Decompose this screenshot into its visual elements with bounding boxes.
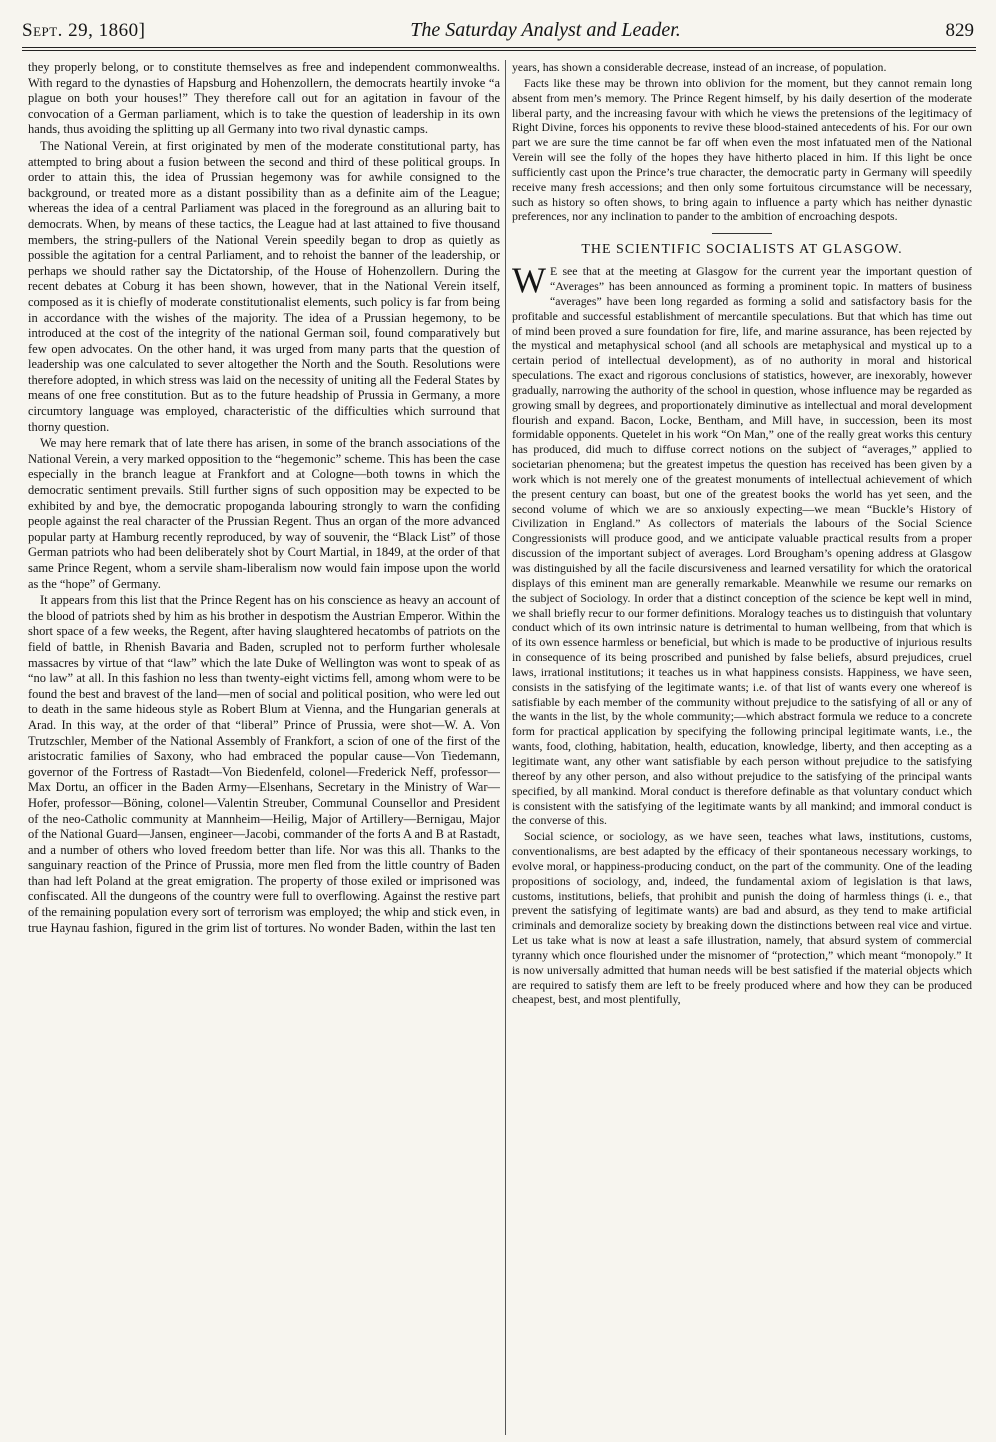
page-header: [22, 12, 974, 42]
header-rule-bottom: [22, 50, 976, 51]
header-title: The Saturday Analyst and Leader.: [410, 19, 681, 41]
column-divider: [505, 60, 506, 1435]
header-date: Sept. 29, 1860]: [22, 20, 146, 41]
header-page-number: 829: [945, 20, 974, 41]
article-paragraph: It appears from this list that the Prince Regent has on his conscience as heavy an account of the blood of patriots shed by him as his brother in despotism the Austrian Emperor. Within the short space of a few weeks, the Regent, after having slaughtered hecatombs of patriots on the field of battle, in Rhenish Bavaria and Baden, scrupled not to perform further wholesale massacres by virtue of that “law” which the late Duke of Wellington was wont to speak of as “no law” at all. In this fashion no less than twenty-eight victims fell, among whom were to be found the best and bravest of the land—men of social and political position, who were led out to death in the same hideous style as Robert Blum at Vienna, and the Hungarian generals at Arad. In this way, at the order of that “liberal” Prince of Prussia, were shot—W. A. Von Trutzschler, Member of the National Assembly of Frankfort, a scion of one of the first of the aristocratic families of Saxony, who had embraced the popular cause—Von Tiedemann, governor of the Fortress of Rastadt—Von Biedenfeld, colonel—Frederick Neff, professor—Max Dortu, an officer in the Baden Army—Elsenhans, Secretary in the Ministry of War—Hofer, professor—Böning, colonel—Valentin Streuber, Communal Counsellor and President of the neo-Catholic community at Mannheim—Heilig, Major of Artillery—Bernigau, Major of the National Guard—Jansen, engineer—Jacobi, commander of the forts A and B at Rastadt, and a number of others who loved freedom better than life. Nor was this all. Thanks to the sanguinary reaction of the Prince of Prussia, more men fled from the little country of Baden than had left Poland at the great emigration. The property of those exiled or imprisoned was confiscated. All the dungeons of the country were full to overflowing. Against the restive part of the remaining population every sort of terrorism was employed; the whip and stick even, in true Haynau fashion, figured in the grim list of tortures. No wonder Baden, within the last ten: [28, 593, 500, 935]
section-title: THE SCIENTIFIC SOCIALISTS AT GLASGOW.: [581, 242, 903, 258]
section-divider: [712, 233, 772, 234]
article-paragraph: years, has shown a considerable decrease, instead of an increase, of population.: [512, 60, 887, 74]
header-rule-top: [22, 47, 976, 48]
drop-cap: W: [512, 260, 546, 301]
section-first-paragraph-text: E see that at the meeting at Glasgow for the current year the important question of “Averages” has been announced as forming a prominent topic. In matters of business “averages” have been long regarded as forming a solid and satisfactory basis for the profitable and successful establishment of mercantile speculations. But that which has time out of mind been proved a sure foundation for fire, life, and marine assurance, has been rejected by the mystical and metaphysical school (and all schools are metaphysical and mystical up to a certain period of intellectual development), as of no authority in moral and historical speculations. The exact and rigorous conclusions of statistics, however, are inexorably, however gradually, narrowing the authority of the school in question, whose influence may be regarded as growing small by degrees, and proportionately diminutive as intellectual and moral development flourish and expand. Bacon, Locke, Bentham, and Mill have, in succession, been its most formidable opponents. Quetelet in his work “On Man,” one of the really great works this century has produced, did much to diffuse correct notions on the subject of “averages,” applied to societarian phenomena; but the greatest impetus the question has received has been given by a work which is not merely one of the greatest monuments of intellectual achievement of which the present century can boast, but one of the greatest books the world has yet seen, and the second volume of which we are so anxiously expecting—we mean “Buckle’s History of Civilization in England.” As collectors of materials the labours of the Social Science Congressionists will produce good, and we anticipate valuable practical results from a proper discussion of the important subject of averages. Lord Brougham’s opening address at Glasgow was distinguished by all the facile discursiveness and learned versatility for which the oratorical displays of this eminent man are generally remarkable. Meanwhile we resume our remarks on the subject of Sociology. In order that a distinct conception of the science be kept well in mind, we shall briefly recur to our former definitions. Moralogy teaches us to distinguish that voluntary conduct which of its own intrinsic nature is detrimental to human wellbeing, from that which is of its own essence harmless or beneficial, but which is made to be productive of injurious results in consequence of its being proscribed and punished by false beliefs, absurd prejudices, cruel laws, irrational institutions; it teaches us in what happiness consists. Happiness, we have seen, consists in the satisfying of the legitimate wants; i.e. of that list of wants every one whereof is satisfiable by each member of the community without prejudice to the satisfying of all or any of the wants in the list, by the whole community;—which abstract formula we reduce to a concrete form for practical application by specifying the following principal legitimate wants, i.e., the wants, food, clothing, habitation, health, education, knowledge, liberty, and then accepting as a legitimate want, any other want satisfiable by each person without prejudice to the satisfying thereof by any other person, and also without prejudice to the satisfying of the principal wants specified, by all mankind. Moral conduct is therefore definable as that voluntary conduct which is consistent with the satisfying of the legitimate wants by all mankind; and immoral conduct is the converse of this.: [512, 264, 972, 828]
right-column: [512, 60, 972, 1435]
article-paragraph: The National Verein, at first originated by men of the moderate constitutional party, has attempted to bring about a fusion between the second and third of these political groups. In order to attain this, the idea of Prussian hegemony was for awhile consigned to the background, or treated more as a distant possibility than as a definite aim of the League; whereas the idea of a central Parliament was placed in the foreground as an alluring bait to democrats. When, by means of these tactics, the League had at last attained to five thousand members, the string-pullers of the National Verein speedily began to drop as quietly as possible the agitation for a central Parliament, and to rehoist the banner of the leadership, or perhaps we should rather say the Dictatorship, of the House of Hohenzollern. During the recent debates at Coburg it has been shown, however, that in the National Verein itself, composed as it is chiefly of moderate constitutionalist elements, such policy is far from being in accordance with the wishes of the majority. The idea of a Prussian hegemony, to be introduced at the cost of the integrity of the national German soil, found comparatively but few open advocates. On the other hand, it was urged from many parts that the question of leadership was one calculated to sever altogether the North and the South. Resolutions were therefore adopted, in which stress was laid on the necessity of uniting all the Federal States by means of one free constitution. But as to the future headship of Prussia in Germany, a more circumtory language was employed, characteristic of the difficulties which surround that thorny question.: [28, 138, 500, 434]
article-paragraph: they properly belong, or to constitute themselves as free and independent commonwealths. With regard to the dynasties of Hapsburg and Hohenzollern, the democrats heartily invoke “a plague on both your houses!” They therefore call out for an agitation in favour of the convocation of a German parliament, which is to take the question of leadership in its own hands, thus avoiding the splitting up all Germany into two rival dynastic camps.: [28, 60, 500, 137]
article-paragraph: Social science, or sociology, as we have seen, teaches what laws, institutions, customs, conventionalisms, are best adapted by the efficacy of their spontaneous necessary workings, to evolve moral, or happiness-producing conduct, on the part of the community. One of the leading propositions of sociology, and, indeed, the fundamental axiom of legislation is that laws, customs, institutions, beliefs, that prohibit and punish the doing of harmless things (i. e., that prevent the satisfying of legitimate wants) are bad and absurd, as they tend to make artificial criminals and demoralize society by breaking down the distinctions between real vice and virtue. Let us take what is now at least a safe illustration, namely, that absurd system of commercial tyranny which once flourished under the misnomer of “protection,” which meant “monopoly.” It is now universally admitted that human needs will be best satisfied if the material objects which are required to satisfy them are left to be freely produced where and how they can be produced cheapest, best, and most plentifully,: [512, 829, 972, 1007]
article-paragraph: Facts like these may be thrown into oblivion for the moment, but they cannot remain long absent from men’s memory. The Prince Regent himself, by his daily desertion of the moderate liberal party, and the increasing favour with which he views the pretensions of the legitimacy of Right Divine, forces his opponents to revive these blood-stained antecedents of his. For our own part we are sure the time cannot be far off when even the most infatuated men of the National Verein will see the folly of the hopes they have hitherto placed in him. If this light be once sufficiently cast upon the Prince’s true character, the democratic party in Germany will speedily receive many fresh accessions; and then only some fortuitous circumstance will be necessary, such as history so often shows, to bring again to influence a party which has neither dynastic preferences, nor any inclination to pander to the ambition of encroaching despots.: [512, 75, 972, 224]
left-column: [28, 60, 500, 1435]
section-first-paragraph: [512, 260, 972, 828]
article-paragraph: We may here remark that of late there has arisen, in some of the branch associations of the National Verein, a very marked opposition to the “hegemonic” scheme. This has been the case especially in the branch league at Frankfort and at Cologne—both towns in which the democratic sentiment prevails. Still further signs of such opposition may be expected to be exhibited by and bye, the democratic propoganda labouring strongly to warn the confiding people against the real character of the Prussian Regent. Thus an organ of the more advanced popular party at Hamburg recently reproduced, by way of souvenir, the “Black List” of those German patriots who had been deliberately shot by Court Martial, in 1849, at the order of that same Prince Regent, whom a servile sham-liberalism now would fain impose upon the world as the “hope” of Germany.: [28, 436, 500, 591]
